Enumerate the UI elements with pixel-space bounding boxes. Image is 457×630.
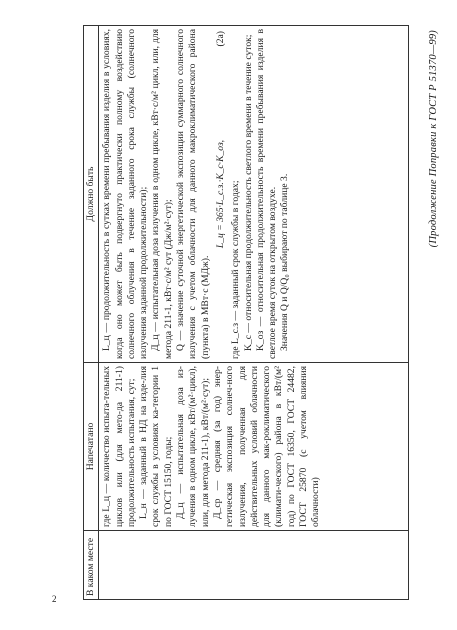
printed-cell (99, 363, 409, 531)
should-be-paragraph: L_ц — продолжительность в сутках времени пребывания изделия в условиях, когда оно может быть подвергнуто практически полному воздействию солнечного облучения в течение заданного срока службы (солнечного излучения заданной продолжительности); (101, 29, 150, 359)
continuation-header: (Продолжение Поправки к ГОСТ Р 51370—99) (428, 30, 439, 248)
should-be-paragraph: Значения Q и Q/Q₀ выбирают по таблице 3. (279, 173, 291, 351)
printed-paragraph: Д_ср — средняя (за год) энер-гетическая экспозиция солнеч-ного излучения, полученная для действительных условий облачности для данного мак-роклиматического (климати-ческого) района в кВт/(м² год) по ГОСТ 16350, ГОСТ 24482, ГОСТ 25870 (с учетом влияния облачности) (211, 366, 322, 527)
table-row (99, 26, 409, 600)
amendment-table (83, 25, 409, 600)
header-printed: Напечатано (84, 363, 99, 531)
printed-paragraph: Д_ц — испытательная доза из-лучения в одном цикле, кВт/(м²·цикл), или, для метода 211-1), кВт/(м²·сут); (175, 366, 211, 527)
location-cell (99, 531, 409, 600)
formula-text: L_ц = 365·L_с.з.·K_с·K_оз, (214, 139, 226, 249)
formula-2a (215, 29, 227, 359)
table-header-row (84, 26, 99, 600)
page-number: 2 (52, 594, 57, 604)
formula-number: (2а) (214, 31, 226, 47)
should-be-paragraph: где L_с.з — заданный срок службы в годах; (230, 180, 242, 359)
should-be-paragraph: K_с — относительная продолжительность светлого времени в течение суток; (242, 34, 254, 351)
should-be-paragraph: K_оз — относительная продолжительность времени пребывания изделия в светлое время суток на открытом воздухе. (254, 29, 279, 359)
header-should-be: Должно быть (84, 26, 99, 363)
should-be-cell (99, 26, 409, 363)
should-be-paragraph: Q — значение суточной энергетической экспозиции суммарного солнечного излучения с учетом облачности для данного макроклиматического района (пункта) в МВт·с (МДж). (175, 29, 211, 359)
should-be-paragraph: Д_ц — испытательная доза излучения в одном цикле, кВт·с/м² цикл, или, для метода 211-1, кВт·с/м² сут (Дж/м²·сут); (150, 29, 174, 359)
printed-paragraph: где L_ц — количество испыта-тельных циклов или (для мето-да 211-1) продолжительность испытания, сут; (101, 366, 137, 527)
header-location: В каком месте (84, 531, 99, 600)
printed-paragraph: L_н — заданный в НД на изде-лия срок службы в условиях ка-тегории 1 по ГОСТ 15150, годы; (138, 366, 174, 527)
